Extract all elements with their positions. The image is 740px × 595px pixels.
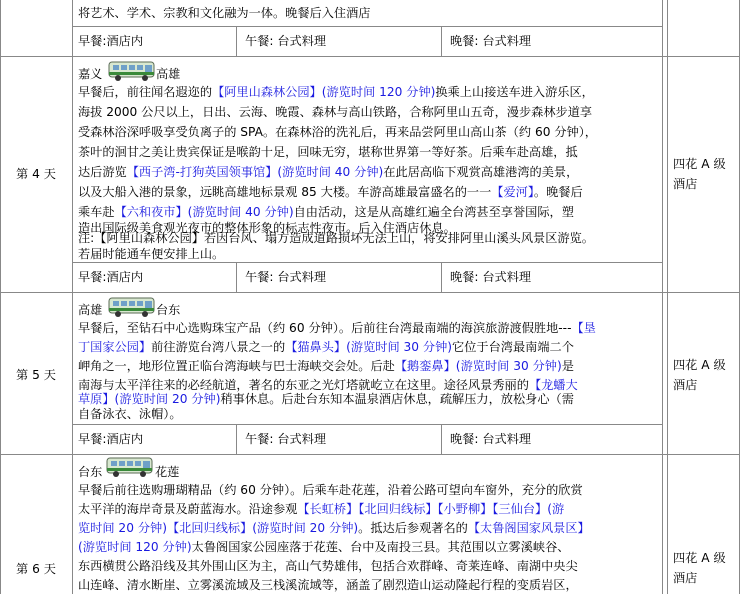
hotel-grade-line: 酒店 xyxy=(673,177,698,191)
route-to: 高雄 xyxy=(156,67,181,81)
route-from: 嘉义 xyxy=(78,67,103,81)
day-label: 第 6 天 xyxy=(16,562,56,576)
grid-line xyxy=(662,0,663,594)
hotel-grade-line: 酒店 xyxy=(673,378,698,392)
hotel-grade-line: 酒店 xyxy=(673,571,698,585)
grid-line xyxy=(441,26,442,56)
itinerary-text: 茶叶的洄甘之美让贵宾保证是喉韵十足，回味无穷，堪称世界第一等好茶。后乘车赴高雄，抵 xyxy=(78,145,578,159)
grid-line xyxy=(73,26,662,27)
itinerary-text: 早餐后前往选购珊瑚精品（约 60 分钟）。后乘车赴花莲，沿着公路可望向车窗外，充分的欣赏 xyxy=(78,483,583,497)
grid-line xyxy=(0,0,1,594)
lunch-cell: 午餐: 台式料理 xyxy=(245,270,327,284)
itinerary-text: 山连峰、清水断崖、立雾溪流域及三栈溪流域等，涵盖了剧烈造山运动隆起行程的变质岩区， xyxy=(78,578,578,592)
bus-icon xyxy=(108,296,156,318)
itinerary-text: 自备泳衣、泳帽）。 xyxy=(78,407,182,421)
hotel-grade xyxy=(673,355,739,395)
grid-line xyxy=(667,0,668,594)
itinerary-text: 乘车赴【六和夜市】(游览时间 40 分钟)自由活动，这是从高雄红遍全台湾甚至享誉国际，塑 xyxy=(78,205,574,219)
hotel-grade-line: 四花 A 级 xyxy=(673,157,726,171)
grid-line xyxy=(0,292,740,293)
day-label: 第 4 天 xyxy=(16,167,56,181)
bus-icon xyxy=(106,456,154,478)
grid-line xyxy=(441,424,442,454)
itinerary-text: 草原】(游览时间 20 分钟)稍事休息。后赴台东知本温泉酒店休息，疏解压力，放松身心（需 xyxy=(78,392,574,406)
hotel-grade-line: 四花 A 级 xyxy=(673,358,726,372)
itinerary-text: 注:【阿里山森林公园】若因台风、塌方造成道路损坏无法上山，将安排阿里山溪头风景区游览。 xyxy=(78,231,594,245)
itinerary-text: 若届时能通车便安排上山。 xyxy=(78,247,225,261)
grid-line xyxy=(236,262,237,292)
itinerary-text: 丁国家公园】前往游览台湾八景之一的【猫鼻头】(游览时间 30 分钟)它位于台湾最南端二个 xyxy=(78,340,574,354)
itinerary-text: 早餐后，前往闻名遐迩的【阿里山森林公园】(游览时间 120 分钟)换乘上山接送车进入游乐区， xyxy=(78,85,594,99)
grid-line xyxy=(72,0,73,594)
lunch-cell: 午餐: 台式料理 xyxy=(245,34,327,48)
grid-line xyxy=(441,262,442,292)
breakfast-cell: 早餐:酒店内 xyxy=(78,34,144,48)
hotel-grade xyxy=(673,154,739,194)
grid-line xyxy=(0,56,740,57)
itinerary-text: 造出国际级美食观光夜市的整体形象的标志性夜市。后入住酒店休息。 xyxy=(78,221,456,235)
dinner-cell: 晚餐: 台式料理 xyxy=(450,270,532,284)
itinerary-text: 览时间 20 分钟)【北回归线标】(游览时间 20 分钟)。抵达后参观著名的【太鲁阁国家风景区】 xyxy=(78,521,590,535)
itinerary-text: 岬角之一，地形位置正临台湾海峡与巴士海峡交会处。后赴【鹅銮鼻】(游览时间 30 分钟)是 xyxy=(78,359,574,373)
grid-line xyxy=(0,454,740,455)
day-label: 第 5 天 xyxy=(16,368,56,382)
grid-line xyxy=(236,26,237,56)
route-to: 花莲 xyxy=(155,465,180,479)
grid-line xyxy=(236,424,237,454)
itinerary-text: 东西横贯公路沿线及其外围山区为主，高山气势雄伟，包括合欢群峰、奇莱连峰、南湖中央尖 xyxy=(78,559,578,573)
itinerary-text: 受森林浴深呼吸享受负离子的 SPA。在森林浴的洗礼后，再来品尝阿里山高山茶（约 60 分钟）， xyxy=(78,125,597,139)
itinerary-text: 以及大船入港的景象，远眺高雄地标景观 85 大楼。车游高雄最富盛名的一一【爱河】。晚餐后 xyxy=(78,185,583,199)
bus-icon xyxy=(108,60,156,82)
itinerary-text: 将艺术、学术、宗教和文化融为一体。晚餐后入住酒店 xyxy=(78,6,371,20)
itinerary-text: 海拔 2000 公尺以上，日出、云海、晚霞、森林与高山铁路，合称阿里山五奇，漫步森林步道享 xyxy=(78,105,593,119)
itinerary-text: (游览时间 120 分钟)太鲁阁国家公园座落于花莲、台中及南投三县。其范围以立雾溪峡谷、 xyxy=(78,540,570,554)
lunch-cell: 午餐: 台式料理 xyxy=(245,432,327,446)
itinerary-text: 太平洋的海岸奇景及蔚蓝海水。沿途参观【长虹桥】【北回归线标】【小野柳】【三仙台】(游 xyxy=(78,502,565,516)
breakfast-cell: 早餐:酒店内 xyxy=(78,270,144,284)
breakfast-cell: 早餐:酒店内 xyxy=(78,432,144,446)
route-from: 高雄 xyxy=(78,303,103,317)
hotel-grade-line: 四花 A 级 xyxy=(673,551,726,565)
route-from: 台东 xyxy=(78,465,103,479)
grid-line xyxy=(73,424,662,425)
itinerary-text: 达后游览【西子湾-打狗英国领事馆】(游览时间 40 分钟)在此居高临下观赏高雄港湾的美景， xyxy=(78,165,579,179)
itinerary-text: 南海与太平洋往来的必经航道，著名的东亚之光灯塔就屹立在这里。途径风景秀丽的【龙蟠大 xyxy=(78,378,578,392)
dinner-cell: 晚餐: 台式料理 xyxy=(450,34,532,48)
route-to: 台东 xyxy=(156,303,181,317)
dinner-cell: 晚餐: 台式料理 xyxy=(450,432,532,446)
hotel-grade xyxy=(673,548,739,588)
itinerary-text: 早餐后，至钻石中心选购珠宝产品（约 60 分钟）。后前往台湾最南端的海滨旅游渡假胜地---【垦 xyxy=(78,321,596,335)
